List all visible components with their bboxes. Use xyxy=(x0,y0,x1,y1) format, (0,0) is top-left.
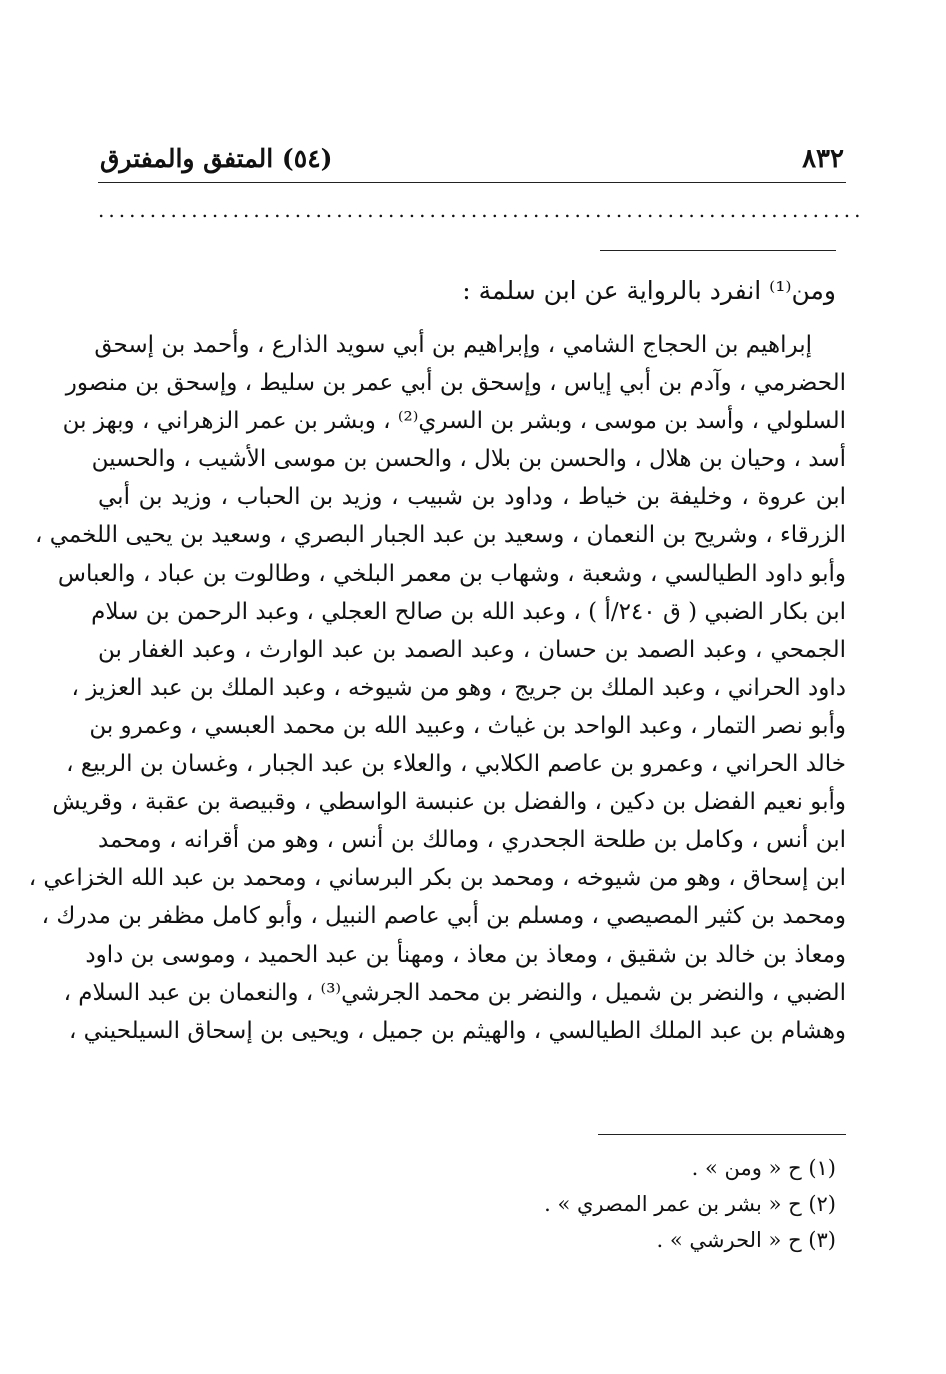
text-line: السلولي ، وأسد بن موسى ، وبشر بن السري⁽²⁾ ، وبشر بن عمر الزهراني ، وبهز بن xyxy=(62,408,846,435)
footnotes xyxy=(136,1150,836,1258)
text-line: الضبي ، والنضر بن شميل ، والنضر بن محمد الجرشي⁽³⁾ ، والنعمان بن عبد السلام ، xyxy=(63,979,846,1006)
text-line: ابن بكار الضبي ( ق ٢٤٠/أ ) ، وعبد الله بن صالح العجلي ، وعبد الرحمن بن سلام xyxy=(91,598,846,625)
ellipsis-separator: .......................................................................... xyxy=(98,198,865,222)
text-line: ومعاذ بن خالد بن شقيق ، ومعاذ بن معاذ ، ومهنأ بن عبد الحميد ، وموسى بن داود xyxy=(85,941,846,968)
footnote-1: (١) ح « ومن » . xyxy=(691,1156,836,1180)
footnote-2: (٢) ح « بشر بن عمر المصري » . xyxy=(544,1192,836,1216)
running-title: (٥٤) المتفق والمفترق xyxy=(100,144,333,173)
text-line: وأبو نعيم الفضل بن دكين ، والفضل بن عنبسة الواسطي ، وقبيصة بن عقبة ، وقريش xyxy=(52,789,846,816)
text-line: إبراهيم بن الحجاج الشامي ، وإبراهيم بن أبي سويد الذارع ، وأحمد بن إسحق xyxy=(94,332,812,358)
body-text xyxy=(28,326,846,1050)
section-divider xyxy=(600,250,836,251)
text-line: ابن عروة ، وخليفة بن خياط ، وداود بن شبيب ، وزيد بن الحباب ، وزيد بن أبي xyxy=(98,484,846,511)
page-number: ٨٣٢ xyxy=(802,144,844,174)
text-line: داود الحراني ، وعبد الملك بن جريج ، وهو من شيوخه ، وعبد الملك بن عبد العزيز ، xyxy=(71,674,846,701)
text-line: ومحمد بن كثير المصيصي ، ومسلم بن أبي عاصم النبيل ، وأبو كامل مظفر بن مدرك ، xyxy=(41,903,846,930)
text-line: وأبو داود الطيالسي ، وشعبة ، وشهاب بن معمر البلخي ، وطالوت بن عباد ، والعباس xyxy=(57,560,846,587)
text-line: الحضرمي ، وآدم بن أبي إياس ، وإسحق بن أبي عمر بن سليط ، وإسحق بن منصور xyxy=(65,370,846,397)
text-line: خالد الحراني ، وعمرو بن عاصم الكلابي ، والعلاء بن عبد الجبار ، وغسان بن الربيع ، xyxy=(66,751,846,778)
section-intro: ومن⁽¹⁾ انفرد بالرواية عن ابن سلمة : xyxy=(462,276,836,305)
text-line: الزرقاء ، وشريح بن النعمان ، وسعيد بن عبد الجبار البصري ، وسعيد بن يحيى اللخمي ، xyxy=(34,522,846,549)
footnote-3: (٣) ح « الحرشي » . xyxy=(656,1228,836,1252)
text-line: أسد ، وحيان بن هلال ، والحسن بن بلال ، والحسن بن موسى الأشيب ، والحسين xyxy=(91,446,846,473)
text-line: وهشام بن عبد الملك الطيالسي ، والهيثم بن جميل ، ويحيى بن إسحاق السيلحيني ، xyxy=(68,1017,846,1044)
text-line: وأبو نصر التمار ، وعبد الواحد بن غياث ، وعبيد الله بن محمد العبسي ، وعمرو بن xyxy=(89,712,846,739)
page-header xyxy=(98,140,846,183)
footnote-divider xyxy=(598,1134,846,1135)
text-line: ابن أنس ، وكامل بن طلحة الجحدري ، ومالك بن أنس ، وهو من أقرانه ، ومحمد xyxy=(98,827,846,854)
text-line: الجمحي ، وعبد الصمد بن حسان ، وعبد الصمد بن عبد الوارث ، وعبد الغفار بن xyxy=(98,636,846,663)
text-line: ابن إسحاق ، وهو من شيوخه ، ومحمد بن بكر البرساني ، ومحمد بن عبد الله الخزاعي ، xyxy=(28,865,846,892)
